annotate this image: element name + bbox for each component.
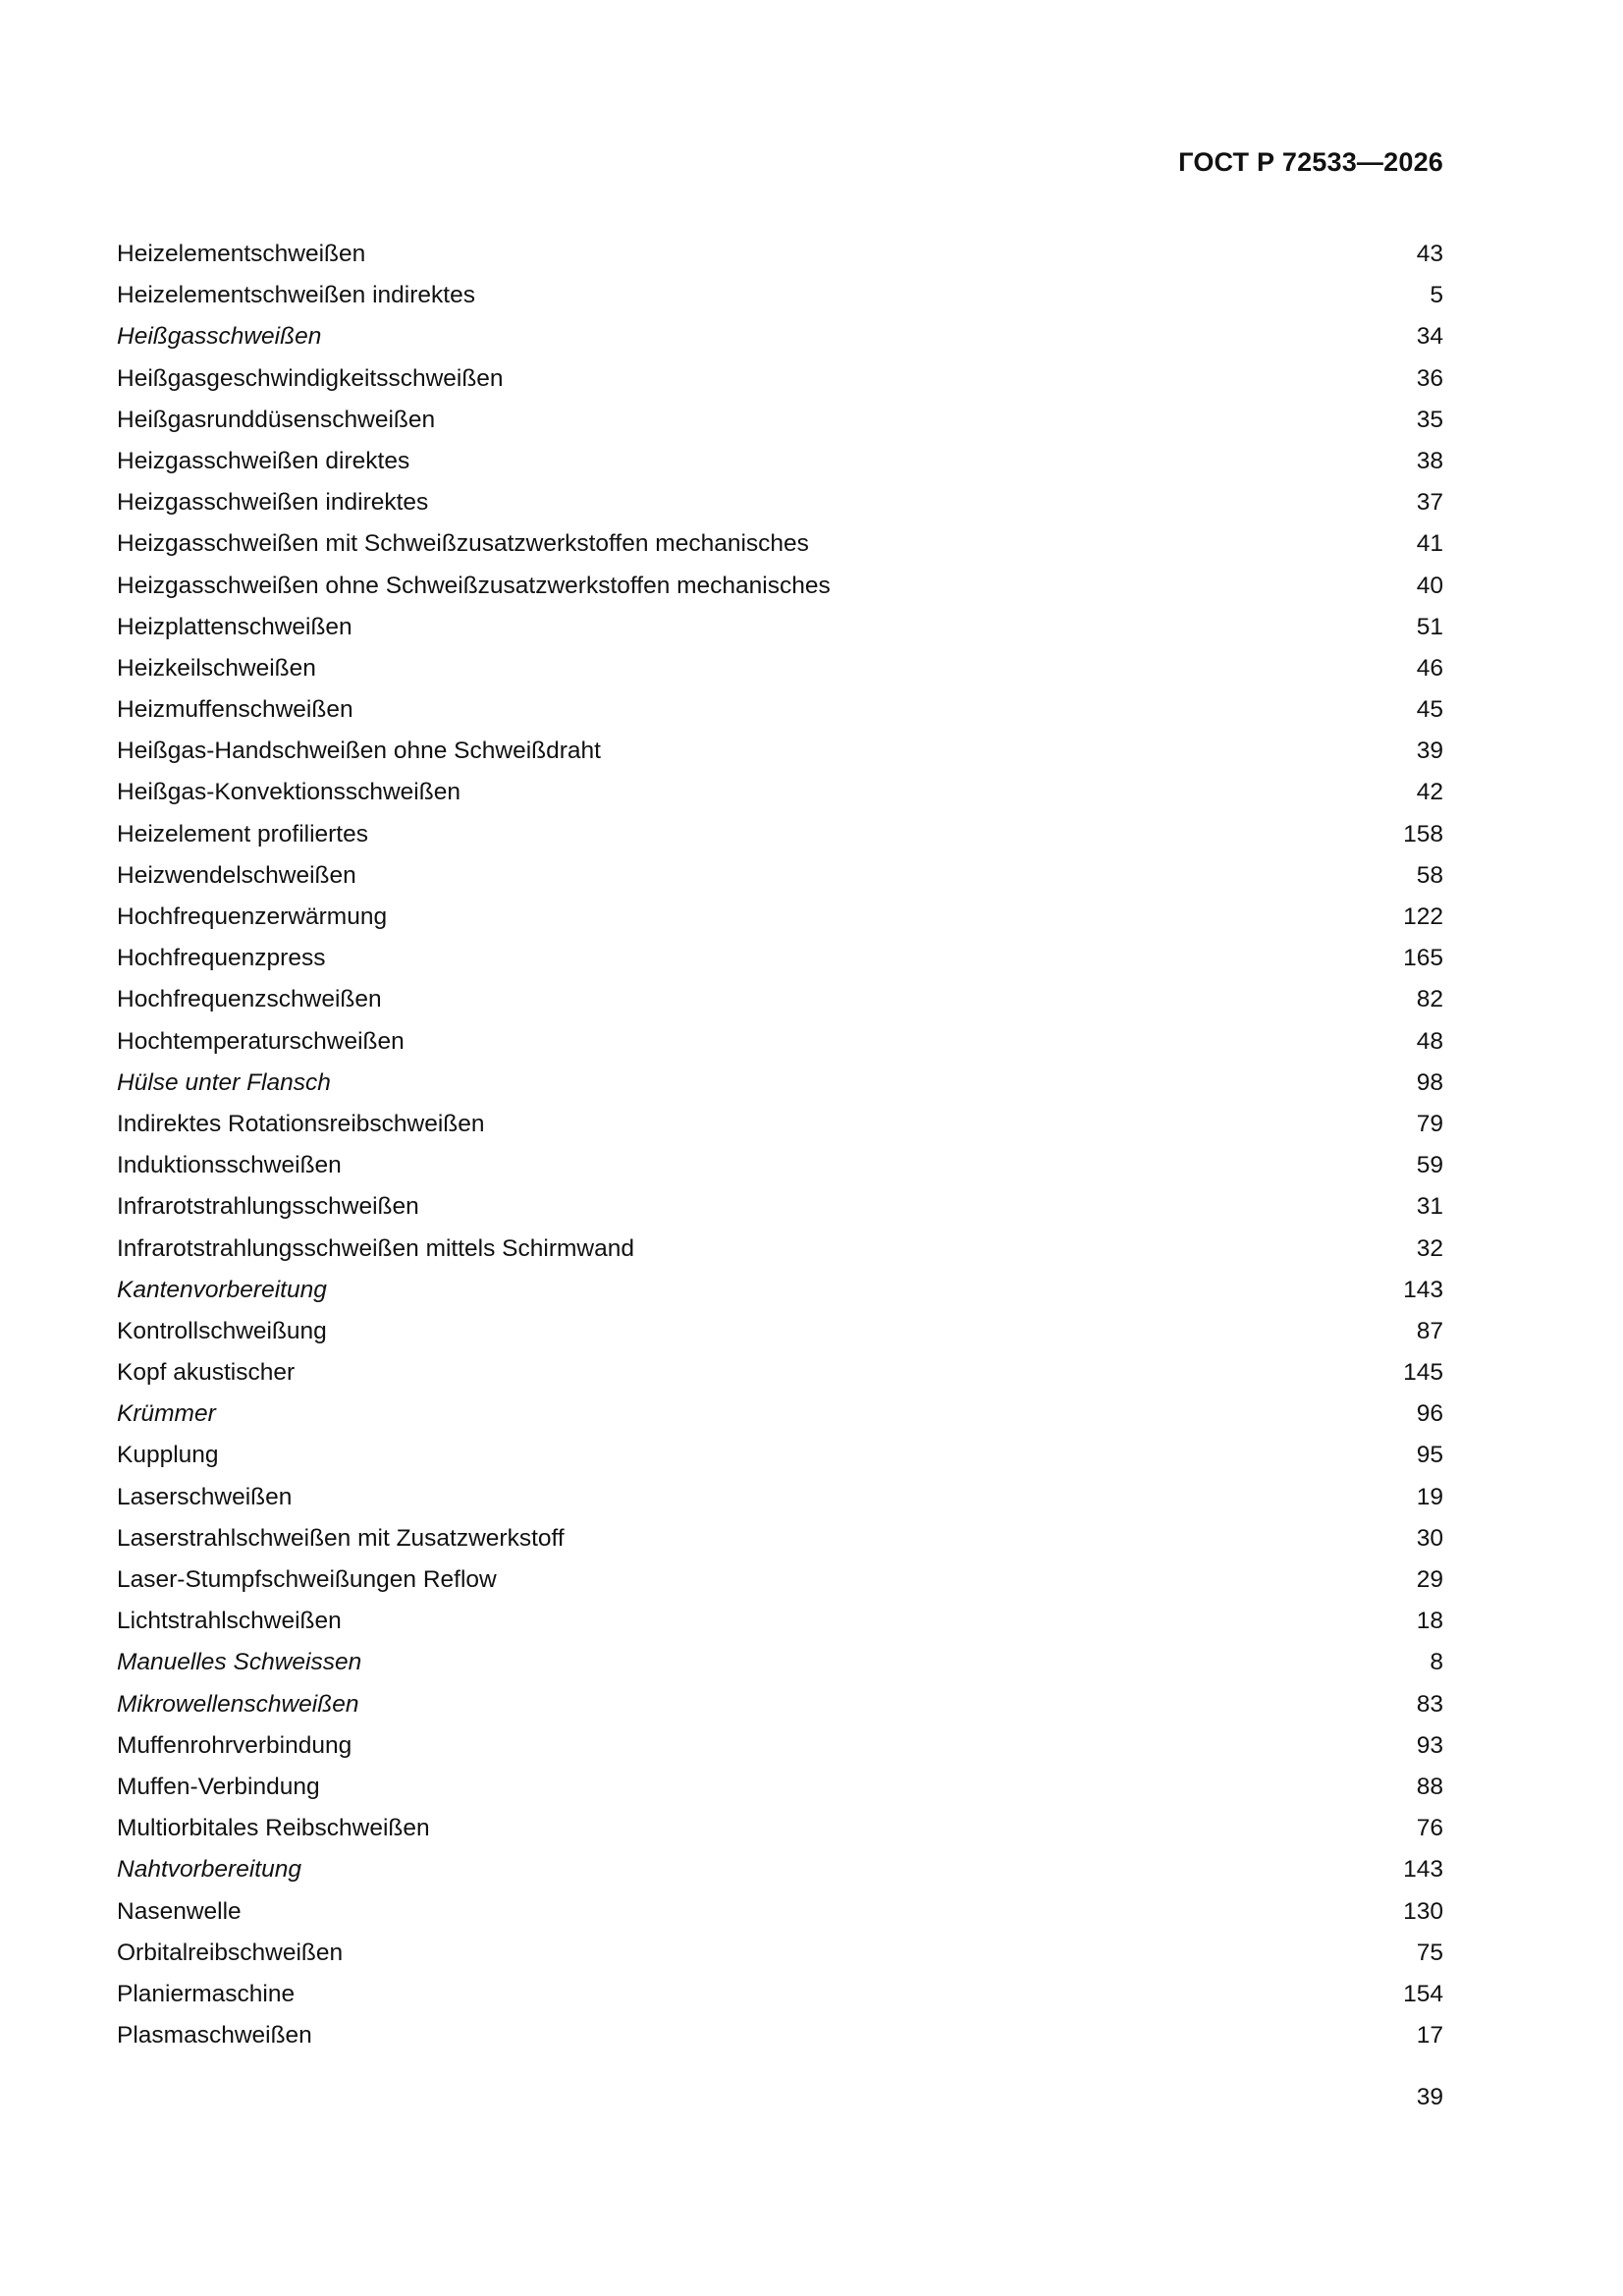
index-page-reference: 59: [1416, 1152, 1443, 1179]
index-entry: [117, 612, 1443, 653]
index-page-reference: 83: [1416, 1690, 1443, 1718]
index-entry: [117, 1233, 1443, 1275]
index-term: Infrarotstrahlungsschweißen mittels Schirmwand: [117, 1234, 634, 1262]
index-page-reference: 130: [1403, 1897, 1443, 1925]
index-entry: [117, 1979, 1443, 2020]
index-page-reference: 145: [1403, 1359, 1443, 1387]
index-term: Manuelles Schweissen: [117, 1649, 362, 1676]
index-entry: [117, 653, 1443, 694]
index-page-reference: 154: [1403, 1980, 1443, 2007]
index-page-reference: 122: [1403, 903, 1443, 930]
index-entry: [117, 1730, 1443, 1772]
index-page-reference: 38: [1416, 447, 1443, 474]
index-entry: [117, 239, 1443, 280]
index-page-reference: 88: [1416, 1773, 1443, 1800]
index-term: Indirektes Rotationsreibschweißen: [117, 1110, 485, 1137]
index-term: Muffenrohrverbindung: [117, 1731, 352, 1759]
index-term: Orbitalreibschweißen: [117, 1939, 344, 1966]
index-term: Heißgasgeschwindigkeitsschweißen: [117, 364, 504, 392]
index-term: Heißgasrunddüsenschweißen: [117, 406, 436, 433]
document-standard-header: ГОСТ Р 72533—2026: [1178, 147, 1443, 177]
index-term: Kontrollschweißung: [117, 1317, 327, 1344]
index-entry: [117, 1316, 1443, 1357]
index-page-reference: 98: [1416, 1068, 1443, 1096]
index-entry: [117, 860, 1443, 902]
index-page-reference: 48: [1416, 1027, 1443, 1055]
index-page-reference: 43: [1416, 241, 1443, 267]
index-entry: [117, 2020, 1443, 2061]
index-term: Laserschweißen: [117, 1483, 293, 1510]
index-entry: [117, 819, 1443, 860]
index-page-reference: 46: [1416, 654, 1443, 682]
index-term: Mikrowellenschweißen: [117, 1690, 359, 1718]
index-page-reference: 42: [1416, 779, 1443, 806]
index-page-reference: 31: [1416, 1193, 1443, 1221]
index-term: Heizwendelschweißen: [117, 861, 356, 889]
index-term: Kupplung: [117, 1442, 219, 1469]
index-term: Nasenwelle: [117, 1897, 242, 1925]
index-entry: [117, 694, 1443, 736]
index-term: Laser-Stumpfschweißungen Reflow: [117, 1566, 497, 1593]
index-term: Heißgasschweißen: [117, 323, 322, 351]
index-page-reference: 82: [1416, 986, 1443, 1013]
index-page-reference: 29: [1416, 1566, 1443, 1593]
index-entry: [117, 1150, 1443, 1191]
index-entry: [117, 571, 1443, 612]
index-page-reference: 58: [1416, 861, 1443, 889]
index-entry: [117, 446, 1443, 487]
page-number: 39: [1416, 2084, 1443, 2110]
index-term: Kantenvorbereitung: [117, 1276, 327, 1303]
alphabetical-index-list: [117, 239, 1443, 2061]
index-term: Planiermaschine: [117, 1980, 296, 2007]
index-entry: [117, 736, 1443, 777]
index-page-reference: 5: [1430, 282, 1443, 309]
index-page-reference: 19: [1416, 1483, 1443, 1510]
index-term: Nahtvorbereitung: [117, 1856, 301, 1884]
index-page-reference: 41: [1416, 530, 1443, 558]
index-term: Heißgas-Konvektionsschweißen: [117, 779, 460, 806]
index-entry: [117, 777, 1443, 818]
index-term: Hochfrequenzpress: [117, 945, 326, 972]
index-entry: [117, 1647, 1443, 1688]
index-term: Muffen-Verbindung: [117, 1773, 320, 1800]
index-term: Hülse unter Flansch: [117, 1068, 331, 1096]
index-entry: [117, 1523, 1443, 1564]
index-page-reference: 75: [1416, 1939, 1443, 1966]
index-entry: [117, 1440, 1443, 1481]
index-entry: [117, 1482, 1443, 1523]
index-term: Heizgasschweißen indirektes: [117, 489, 429, 517]
index-entry: [117, 1067, 1443, 1109]
index-page-reference: 18: [1416, 1608, 1443, 1635]
index-entry: [117, 487, 1443, 528]
index-entry: [117, 1275, 1443, 1316]
index-page-reference: 39: [1416, 738, 1443, 765]
index-entry: [117, 902, 1443, 943]
index-entry: [117, 1357, 1443, 1398]
index-term: Heißgas-Handschweißen ohne Schweißdraht: [117, 738, 601, 765]
index-term: Infrarotstrahlungsschweißen: [117, 1193, 419, 1221]
index-entry: [117, 943, 1443, 984]
index-page-reference: 34: [1416, 323, 1443, 351]
index-entry: [117, 1689, 1443, 1730]
index-entry: [117, 1109, 1443, 1150]
index-page-reference: 87: [1416, 1317, 1443, 1344]
index-entry: [117, 1854, 1443, 1895]
index-term: Plasmaschweißen: [117, 2022, 312, 2050]
index-term: Heizelementschweißen: [117, 241, 366, 267]
index-page-reference: 158: [1403, 820, 1443, 847]
index-page-reference: 30: [1416, 1524, 1443, 1552]
index-entry: [117, 363, 1443, 405]
index-page-reference: 37: [1416, 489, 1443, 517]
index-entry: [117, 1896, 1443, 1938]
index-page-reference: 8: [1430, 1649, 1443, 1676]
index-page-reference: 36: [1416, 364, 1443, 392]
index-term: Heizmuffenschweißen: [117, 696, 353, 724]
index-page-reference: 32: [1416, 1234, 1443, 1262]
index-term: Induktionsschweißen: [117, 1152, 342, 1179]
index-entry: [117, 280, 1443, 321]
index-page-reference: 95: [1416, 1442, 1443, 1469]
index-entry: [117, 1191, 1443, 1232]
index-term: Heizgasschweißen mit Schweißzusatzwerkstoffen mechanisches: [117, 530, 809, 558]
index-page-reference: 143: [1403, 1276, 1443, 1303]
index-page-reference: 96: [1416, 1400, 1443, 1428]
index-page-reference: 17: [1416, 2022, 1443, 2050]
index-entry: [117, 1398, 1443, 1440]
index-term: Laserstrahlschweißen mit Zusatzwerkstoff: [117, 1524, 565, 1552]
index-page-reference: 45: [1416, 696, 1443, 724]
index-term: Hochtemperaturschweißen: [117, 1027, 405, 1055]
index-entry: [117, 1813, 1443, 1854]
index-page-reference: 76: [1416, 1815, 1443, 1842]
index-page-reference: 40: [1416, 572, 1443, 599]
index-entry: [117, 321, 1443, 362]
index-term: Heizelementschweißen indirektes: [117, 282, 475, 309]
index-term: Hochfrequenzschweißen: [117, 986, 382, 1013]
index-entry: [117, 405, 1443, 446]
index-term: Multiorbitales Reibschweißen: [117, 1815, 430, 1842]
index-term: Hochfrequenzerwärmung: [117, 903, 388, 930]
index-page-reference: 51: [1416, 613, 1443, 640]
index-page-reference: 35: [1416, 406, 1443, 433]
index-page-reference: 79: [1416, 1110, 1443, 1137]
index-term: Heizplattenschweißen: [117, 613, 352, 640]
index-page-reference: 143: [1403, 1856, 1443, 1884]
index-entry: [117, 1606, 1443, 1647]
index-term: Heizgasschweißen ohne Schweißzusatzwerkstoffen mechanisches: [117, 572, 831, 599]
index-term: Heizgasschweißen direktes: [117, 447, 410, 474]
index-term: Heizkeilschweißen: [117, 654, 316, 682]
index-term: Krümmer: [117, 1400, 216, 1428]
index-entry: [117, 1772, 1443, 1813]
index-page-reference: 93: [1416, 1731, 1443, 1759]
index-entry: [117, 1938, 1443, 1979]
index-entry: [117, 528, 1443, 570]
index-entry: [117, 984, 1443, 1025]
index-term: Heizelement profiliertes: [117, 820, 368, 847]
index-page-reference: 165: [1403, 945, 1443, 972]
index-term: Lichtstrahlschweißen: [117, 1608, 342, 1635]
index-entry: [117, 1026, 1443, 1067]
index-entry: [117, 1564, 1443, 1606]
index-term: Kopf akustischer: [117, 1359, 296, 1387]
